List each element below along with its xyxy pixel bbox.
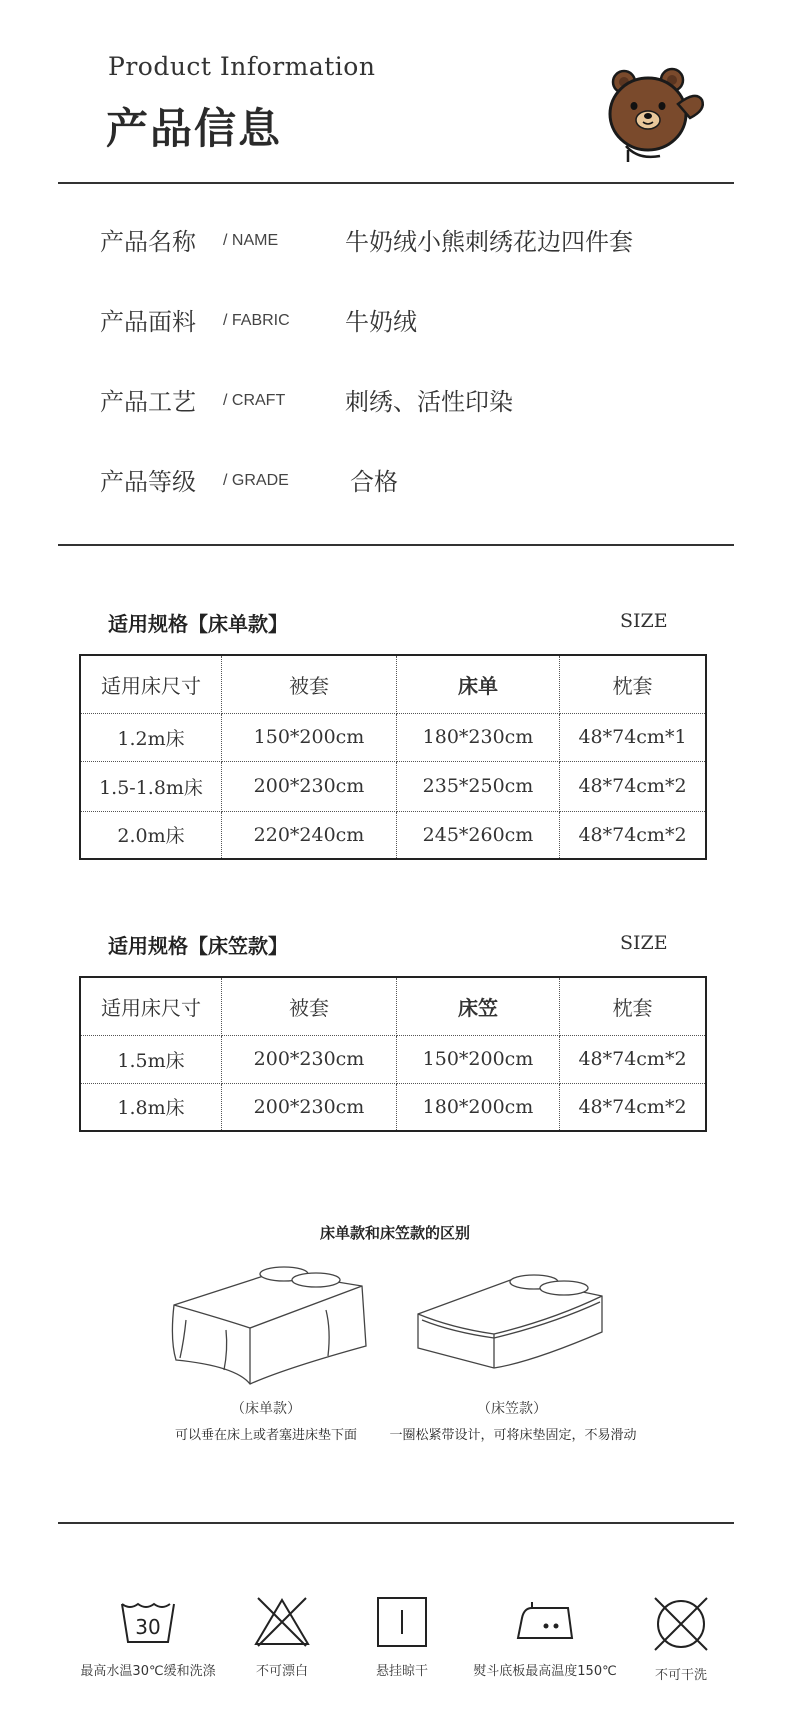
care-label: 不可漂白: [255, 1664, 308, 1679]
info-row-name: [100, 222, 740, 262]
fitted-caption: （床笠款）: [477, 1401, 547, 1417]
care-label: 悬挂晾干: [375, 1664, 428, 1679]
table-cell: 180*230cm: [397, 713, 560, 761]
divider: [58, 182, 734, 184]
divider: [58, 1522, 734, 1524]
care-label: 最高水温30℃缓和洗涤: [80, 1664, 216, 1679]
table-cell: 1.5m床: [80, 1035, 222, 1083]
table-header-cell: 适用床尺寸: [80, 977, 222, 1035]
table-header-row: [80, 977, 706, 1035]
wash-30-icon: [118, 1596, 178, 1648]
table-header-cell: 床单: [397, 655, 560, 713]
table-header-cell: 枕套: [560, 977, 707, 1035]
info-row-grade: [100, 462, 740, 502]
care-label: 不可干洗: [654, 1668, 707, 1683]
table-row: [80, 761, 706, 811]
info-label: 产品工艺: [100, 388, 196, 416]
info-value: 合格: [350, 468, 398, 496]
table-cell: 48*74cm*2: [560, 1035, 707, 1083]
fitted-spec-table: [79, 976, 707, 1132]
table-cell: 48*74cm*2: [560, 811, 707, 859]
bear-mascot-icon: [598, 64, 708, 174]
info-value: 牛奶绒: [345, 308, 417, 336]
sheet-spec-table: [79, 654, 707, 860]
divider: [58, 544, 734, 546]
iron-150-icon: [510, 1596, 580, 1648]
table-cell: 48*74cm*2: [560, 761, 707, 811]
table-cell: 235*250cm: [397, 761, 560, 811]
no-dry-clean-icon: [651, 1596, 711, 1652]
info-label: 产品面料: [100, 308, 196, 336]
table-cell: 200*230cm: [222, 1035, 397, 1083]
info-row-craft: [100, 382, 740, 422]
table-cell: 48*74cm*1: [560, 713, 707, 761]
care-item-wash: [73, 1596, 223, 1679]
difference-title: 床单款和床笠款的区别: [319, 1224, 470, 1242]
sheet-description: 可以垂在床上或者塞进床垫下面: [174, 1428, 357, 1443]
info-label: 产品等级: [100, 468, 196, 496]
table-cell: 150*200cm: [222, 713, 397, 761]
page-title: 产品信息: [106, 104, 283, 153]
table-row: [80, 1083, 706, 1131]
fitted-spec-title: 适用规格【床笠款】: [108, 934, 288, 958]
table-cell: 245*260cm: [397, 811, 560, 859]
table-cell: 2.0m床: [80, 811, 222, 859]
info-label: 产品名称: [100, 228, 196, 256]
table-header-cell: 被套: [222, 977, 397, 1035]
info-label-en: / CRAFT: [223, 392, 286, 409]
table-cell: 150*200cm: [397, 1035, 560, 1083]
table-row: [80, 713, 706, 761]
fitted-description: 一圈松紧带设计，可将床垫固定，不易滑动: [389, 1428, 637, 1443]
info-value: 刺绣、活性印染: [345, 388, 513, 416]
svg-text:30: 30: [135, 1615, 161, 1639]
table-cell: 200*230cm: [222, 1083, 397, 1131]
table-header-cell: 被套: [222, 655, 397, 713]
care-item-hang-dry: [327, 1596, 477, 1679]
care-label: 熨斗底板最高温度150℃: [473, 1664, 617, 1679]
sheet-spec-size-label: SIZE: [620, 610, 668, 632]
flat-sheet-bed-illustration: [166, 1260, 376, 1390]
table-cell: 1.8m床: [80, 1083, 222, 1131]
info-label-en: / NAME: [223, 232, 279, 249]
table-header-cell: 床笠: [397, 977, 560, 1035]
table-header-cell: 适用床尺寸: [80, 655, 222, 713]
info-label-en: / FABRIC: [223, 312, 290, 329]
table-cell: 48*74cm*2: [560, 1083, 707, 1131]
no-bleach-icon: [252, 1596, 312, 1648]
page-subtitle-en: Product Information: [108, 52, 376, 81]
table-row: [80, 1035, 706, 1083]
sheet-spec-title: 适用规格【床单款】: [108, 612, 288, 636]
care-item-iron: [470, 1596, 620, 1679]
fitted-sheet-bed-illustration: [412, 1262, 612, 1372]
table-header-cell: 枕套: [560, 655, 707, 713]
sheet-caption: （床单款）: [231, 1401, 301, 1417]
fitted-spec-size-label: SIZE: [620, 932, 668, 954]
table-cell: 200*230cm: [222, 761, 397, 811]
info-value: 牛奶绒小熊刺绣花边四件套: [345, 228, 633, 256]
table-cell: 1.2m床: [80, 713, 222, 761]
table-cell: 180*200cm: [397, 1083, 560, 1131]
info-label-en: / GRADE: [223, 472, 289, 489]
table-row: [80, 811, 706, 859]
table-header-row: [80, 655, 706, 713]
info-row-fabric: [100, 302, 740, 342]
hang-dry-icon: [372, 1596, 432, 1648]
table-cell: 1.5-1.8m床: [80, 761, 222, 811]
care-item-no-dry-clean: [606, 1596, 756, 1683]
table-cell: 220*240cm: [222, 811, 397, 859]
